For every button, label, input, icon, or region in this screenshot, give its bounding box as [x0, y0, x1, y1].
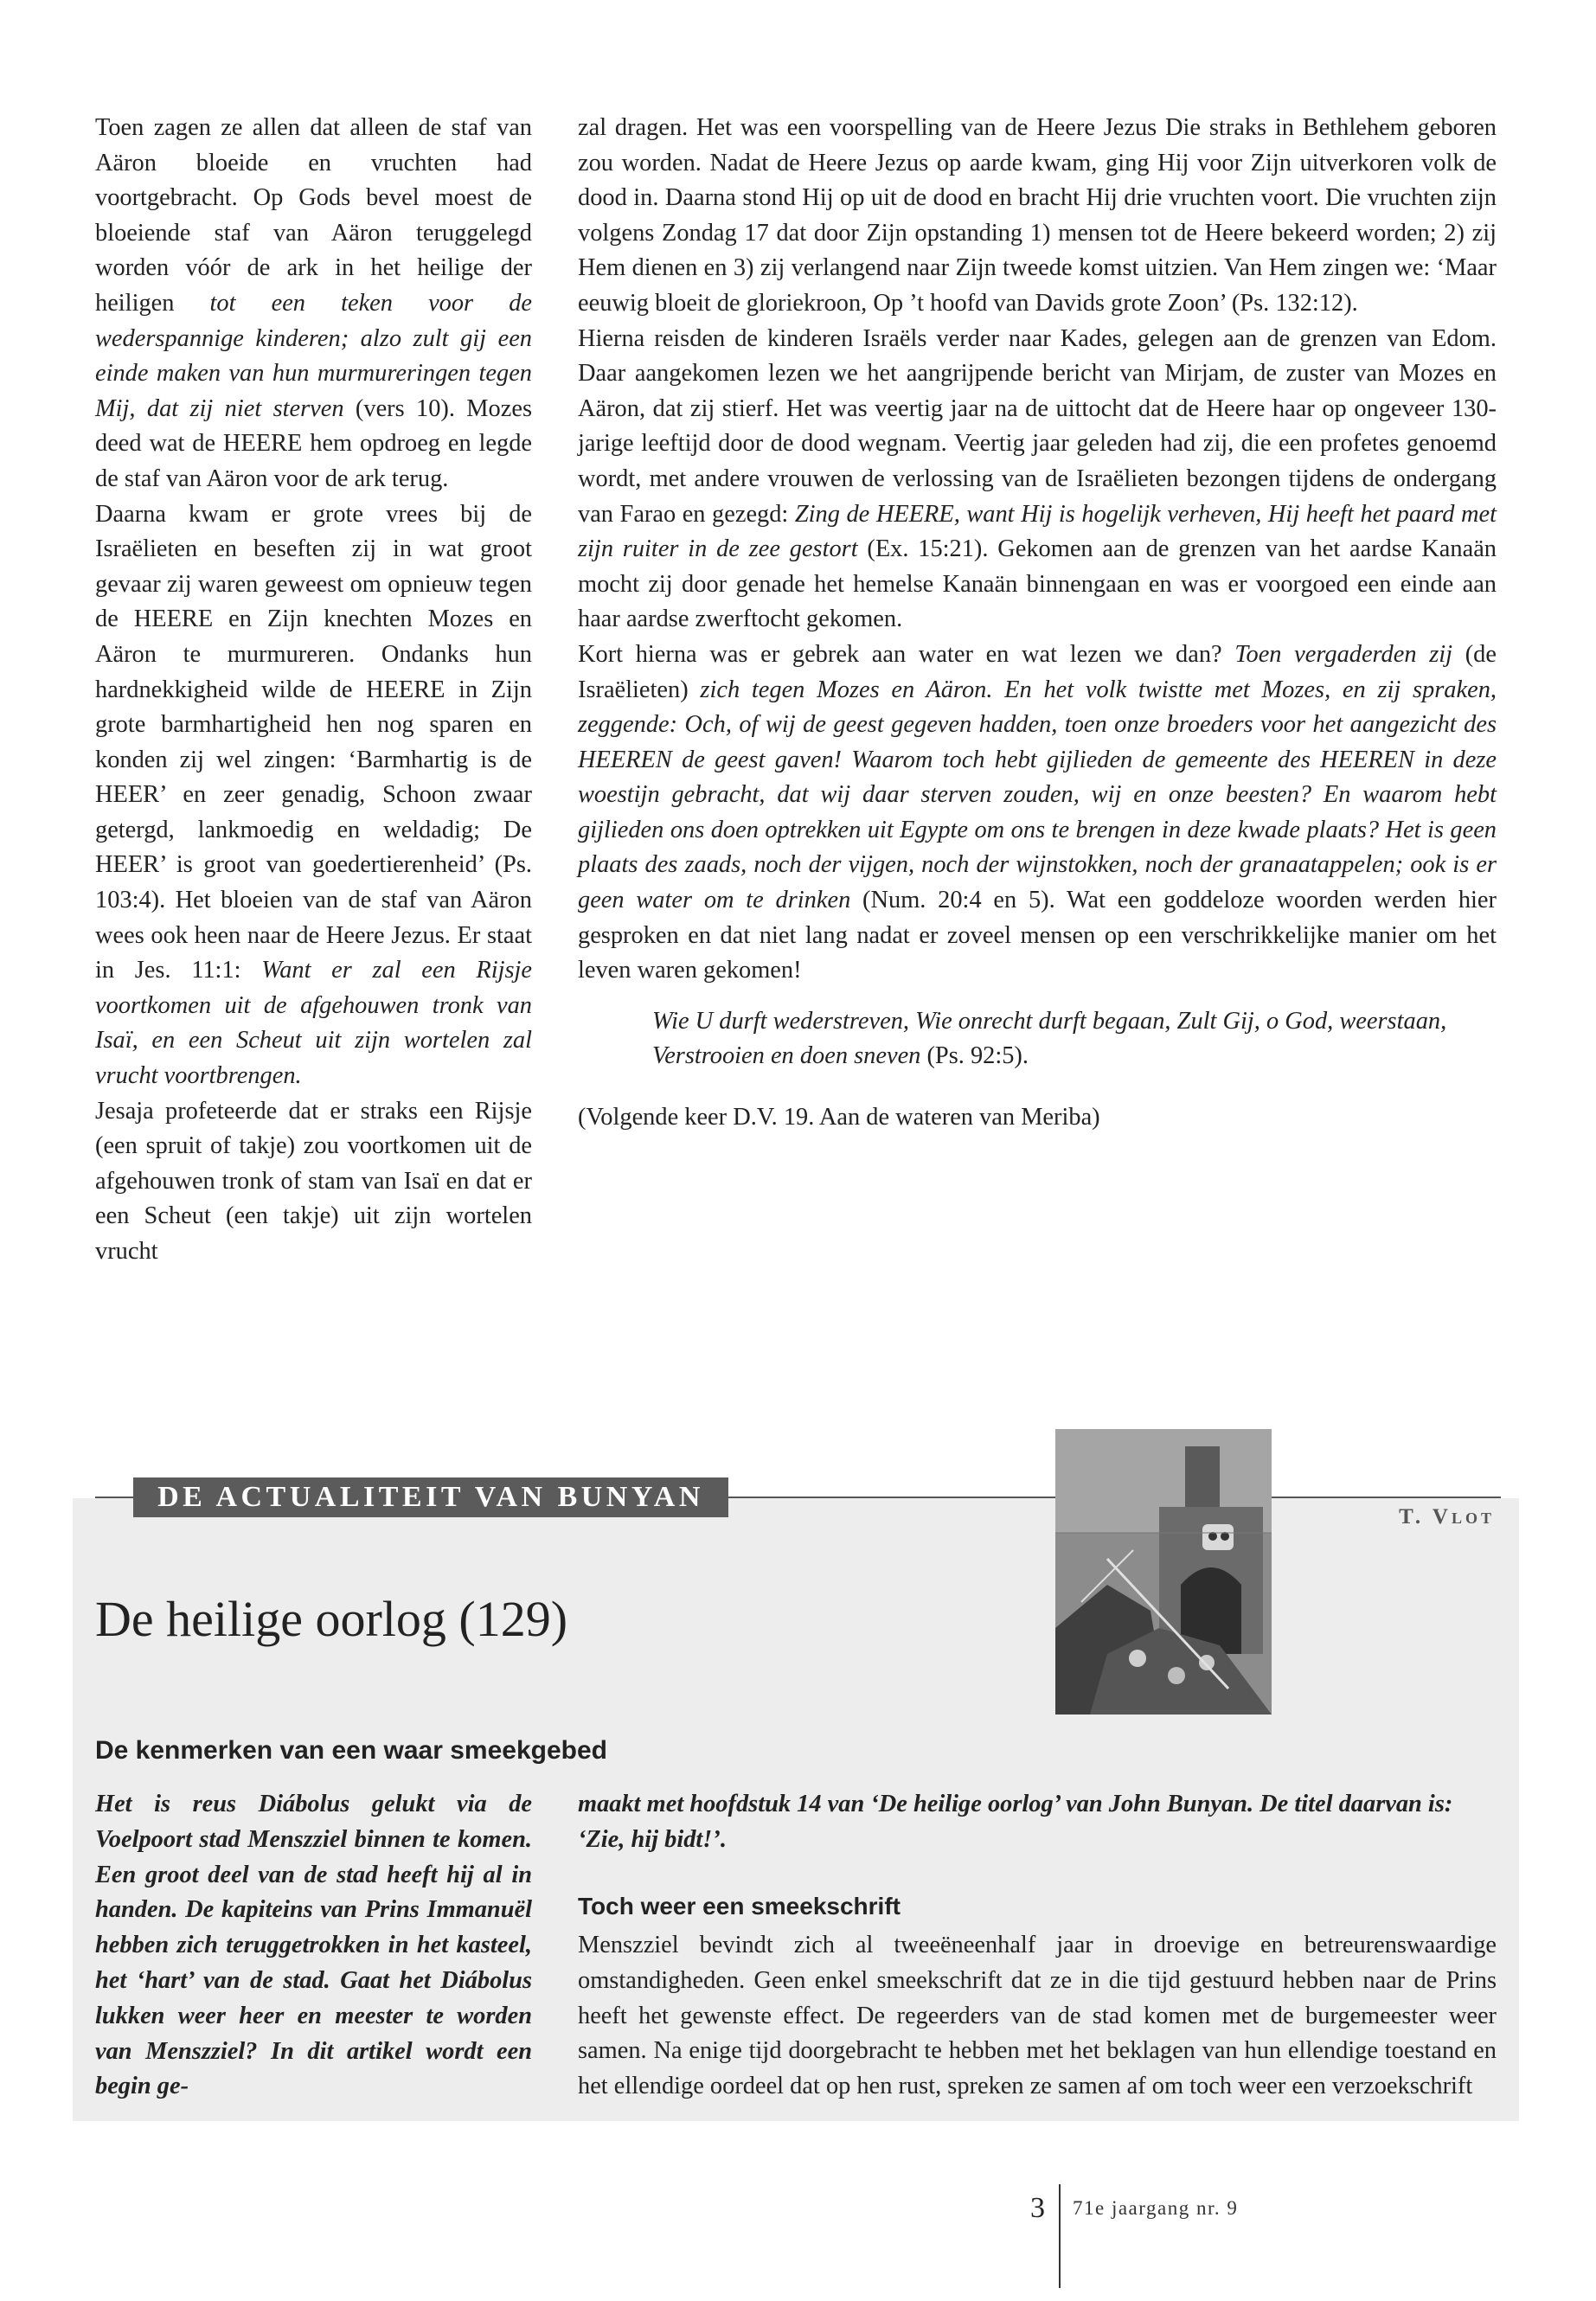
left-paragraph-3: Jesaja profeteerde dat er straks een Rijsje (een spruit of takje) zou voortkomen uit de afgehouwen tronk of stam van Isaï en dat er een Scheut (een takje) uit zijn wortelen vrucht: [95, 1097, 532, 1265]
verse-line-1: Wie U durft wederstreven,: [652, 1007, 909, 1035]
left-paragraph-2: Daarna kwam er grote vrees bij de Israëlieten en beseften zij in wat groot gevaar zij waren geweest om opnieuw tegen de HEERE en Zijn knechten Mozes en Aäron te murmureren. Ondanks hun hardnekkigheid wilde de HEERE in Zijn grote barmhartigheid hen nog sparen en konden zij wel zingen: ‘Barmhartig is de HEER’ en zeer genadig, Schoon zwaar getergd, lankmoedig en weldadig; De HEER’ is groot van goedertierenheid’ (Ps. 103:4). Het bloeien van de staf van Aäron wees ook heen naar de Heere Jezus. Er staat in Jes. 11:1: Want er zal een Rijsje voortkomen uit de afgehouwen tronk van Isaï, en een Scheut uit zijn wortelen zal vrucht voortbrengen.: [95, 500, 533, 1090]
verse-line-3: Zult Gij, o God, weerstaan,: [1176, 1007, 1447, 1035]
verse-line-4: Verstrooien en doen sneven (Ps. 92:5).: [652, 1042, 1029, 1070]
article-intro: Het is reus Diábolus gelukt via de Voelpoort stad Menszziel binnen te komen. Een groot deel van de stad heeft hij al in handen. De kapiteins van Prins Immanuël hebben zich teruggetrokken in het kasteel, het ‘hart’ van de stad. Gaat het Diábolus lukken weer heer en meester te worden van Menszziel? In dit artikel wordt een begin ge-: [95, 1791, 532, 2100]
article-subtitle: De kenmerken van een waar smeekgebed: [95, 1736, 607, 1765]
article-intro-continued: maakt met hoofdstuk 14 van ‘De heilige oorlog’ van John Bunyan. De titel daarvan is: ‘Zie, hij bidt!’.: [578, 1791, 1453, 1853]
section-heading: Toch weer een smeekschrift: [578, 1893, 901, 1920]
psalm-verse: [652, 1004, 1497, 1074]
next-episode-note: (Volgende keer D.V. 19. Aan de wateren van Meriba): [578, 1104, 1100, 1131]
section-banner: DE ACTUALITEIT VAN BUNYAN: [133, 1477, 728, 1517]
right-paragraph-3: Kort hierna was er gebrek aan water en wat lezen we dan? Toen vergaderden zij (de Israëlieten) zich tegen Mozes en Aäron. En het volk twistte met Mozes, en zij spraken, zeggende: Och, of wij de geest gegeven hadden, toen onze broeders voor het aangezicht des HEEREN de geest gaven! Waarom toch hebt gijlieden de gemeente des HEEREN in deze woestijn gebracht, dat wij daar sterven zouden, wij en onze beesten? En waarom hebt gijlieden ons doen optrekken uit Egypte om ons te brengen in deze kwade plaats? Het is geen plaats des zaads, noch der vijgen, noch der wijnstokken, noch der granaatappelen; ook is er geen water om te drinken (Num. 20:4 en 5). Wat een goddeloze woorden werden hier gesproken en dat niet lang nadat er zoveel mensen op een verschrikkelijke manier om het leven waren gekomen!: [578, 640, 1497, 984]
battle-scene-illustration: [1055, 1429, 1272, 1715]
article-title: De heilige oorlog (129): [95, 1591, 568, 1647]
left-paragraph-1: Toen zagen ze allen dat alleen de staf van Aäron bloeide en vruchten had voortgebracht. Op Gods bevel moest de bloeiende staf van Aäron teruggelegd worden vóór de ark in het heilige der heiligen tot een teken voor de wederspannige kinderen; alzo zult gij een einde maken van hun murmureringen tegen Mij, dat zij niet sterven (vers 10). Mozes deed wat de HEERE hem opdroeg en legde de staf van Aäron voor de ark terug.: [95, 114, 533, 492]
author-name: T. Vlot: [1399, 1505, 1495, 1529]
right-paragraph-1: zal dragen. Het was een voorspelling van de Heere Jezus Die straks in Bethlehem geboren zou worden. Nadat de Heere Jezus op aarde kwam, ging Hij voor Zijn uitverkoren volk de dood in. Daarna stond Hij op uit de dood en bracht Hij drie vruchten voort. Die vruchten zijn volgens Zondag 17 dat door Zijn opstanding 1) mensen tot de Heere bekeerd worden; 2) zij Hem dienen en 3) zij verlangend naar Zijn tweede komst uitzien. Van Hem zingen we: ‘Maar eeuwig bloeit de gloriekroon, Op ’t hoofd van Davids grote Zoon’ (Ps. 132:12).: [578, 114, 1497, 317]
section-body: Menszziel bevindt zich al tweeëneenhalf jaar in droevige en betreurenswaardige omstandigheden. Geen enkel smeekschrift dat ze in die tijd gestuurd hebben naar de Prins heeft het gewenste effect. De regeerders van de stad komen met de burgemeester weer samen. Na enige tijd doorgebracht te hebben met het beklagen van hun ellendige toestand en het ellendige oordeel dat op hen rust, spreken ze samen af om toch weer een verzoekschrift: [578, 1932, 1497, 2100]
verse-line-2: Wie onrecht durft begaan,: [915, 1007, 1171, 1035]
page-number: 3: [1030, 2192, 1045, 2224]
right-paragraph-2: Hierna reisden de kinderen Israëls verder naar Kades, gelegen aan de grenzen van Edom. Daar aangekomen lezen we het aangrijpende bericht van Mirjam, de zuster van Mozes en Aäron, dat zij stierf. Het was veertig jaar na de uittocht dat de Heere haar op ongeveer 130-jarige leeftijd door de dood wegnam. Veertig jaar geleden had zij, die een profetes genoemd wordt, met andere vrouwen de verlossing van de Israëlieten bezongen tijdens de ondergang van Farao en gezegd: Zing de HEERE, want Hij is hogelijk verheven, Hij heeft het paard met zijn ruiter in de zee gestort (Ex. 15:21). Gekomen aan de grenzen van het aardse Kanaän mocht zij door genade het hemelse Kanaän binnengaan en was er voorgoed een einde aan haar aardse zwerftocht gekomen.: [578, 324, 1497, 633]
right-column: [578, 111, 1497, 1136]
left-column: [95, 111, 532, 1270]
illustration-engraving: [1055, 1429, 1272, 1715]
footer-divider: [1059, 2184, 1061, 2288]
issue-label: 71e jaargang nr. 9: [1073, 2197, 1239, 2219]
